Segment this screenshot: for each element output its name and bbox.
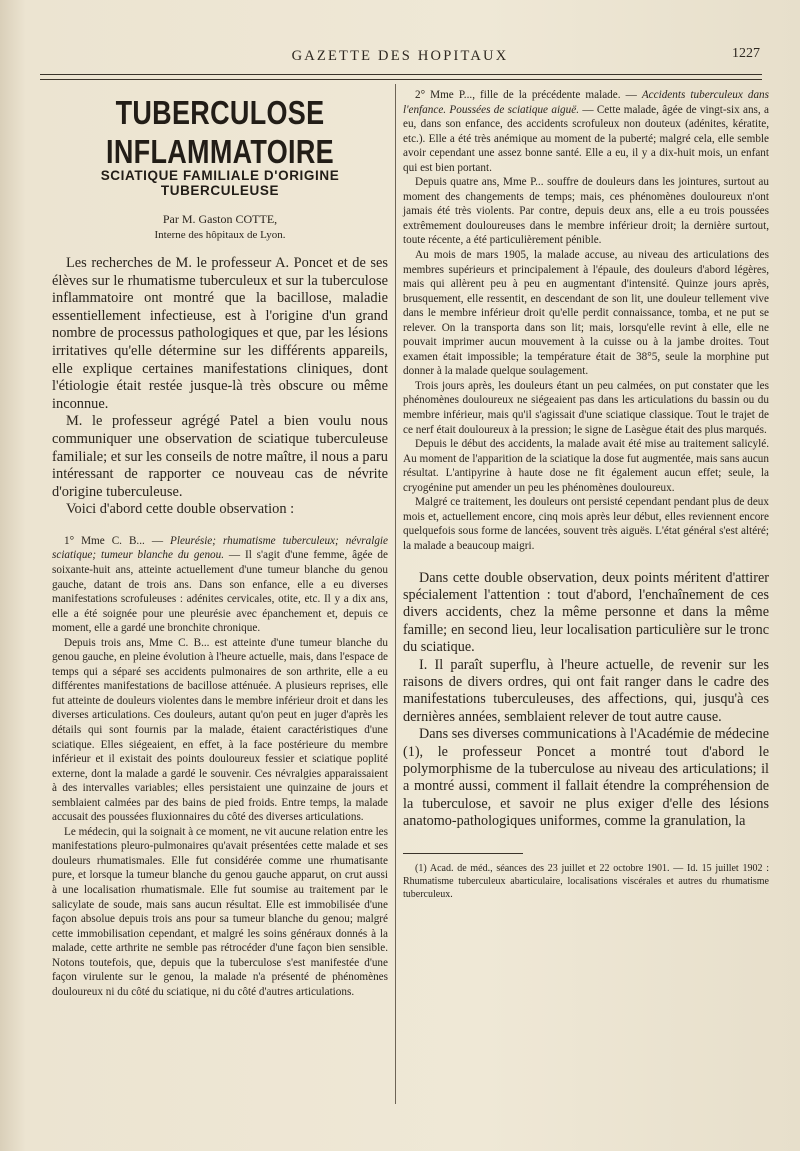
obs1-text: — Il s'agit d'une femme, âgée de soixante-huit ans, atteinte actuellement d'une tumeur blanche du genou gauche, datant de trois ans. Dans son enfance, elle a eu diverses manifestations scrofuleuses : adénites cervicales, otite, etc. Il y a dix ans, elle a été soignée pour une pleurésie avec épanchement et, depuis ce moment, elle a gardé une bronchite chronique. xyxy=(52,549,388,635)
footnote-text: (1) Acad. de méd., séances des 23 juillet et 22 octobre 1901. — Id. 15 juillet 1902 : Rhumatisme tuberculeux abarticulaire, localisations viscérales et autres du rhumatisme tuberculeux. xyxy=(403,862,769,900)
discussion-section xyxy=(403,570,769,831)
footnote-rule xyxy=(403,853,523,854)
observation-paragraph: Trois jours après, les douleurs étant un peu calmées, on put constater que les phénomènes douloureux ne siégeaient pas dans les articulations du bassin ou du membre inférieur, mais qu'il s'agissait d'une sciatique classique. Tout le trajet de ce nerf était douloureux à la pression; le signe de Lasègue était des plus marqués. xyxy=(403,379,769,436)
observation-2-heading xyxy=(403,88,769,175)
obs2-text: — Cette malade, âgée de vingt-six ans, a eu, dans son enfance, des accidents scrofuleux non douteux (adénites, kératite, etc.). Elle a été très anémique au moment de la puberté; malgré cela, elle semble avoir cependant une assez bonne santé. Elle a eu, il y a dix-huit mois, un enfant qui est bien portant. xyxy=(403,103,769,174)
left-column xyxy=(52,88,388,999)
obs1-prefix: 1° Mme C. B... — xyxy=(64,534,171,547)
obs2-prefix: 2° Mme P..., fille de la précédente malade. — xyxy=(415,89,642,101)
header-rule xyxy=(40,74,762,75)
observation-paragraph: Au mois de mars 1905, la malade accuse, au niveau des articulations des membres supérieurs et principalement à l'épaule, des douleurs d'abord légères, mais qui allèrent peu à peu en augmentant d'intensité. Quinze jours après, brusquement, elle ressentit, en descendant de son lit, une douleur tellement vive dans le membre inférieur droit qu'elle perdit connaissance, tomba, et ne put se relever. On la transporta dans son lit; mais, lorsqu'elle revint à elle, elle ne pouvait imprimer aucun mouvement à la cuisse ou à la jambe droites. Tout examen était impossible; la température était de 38°5, seule la morphine put donner à la malade quelque soulagement. xyxy=(403,249,769,378)
observation-2 xyxy=(403,88,769,554)
observation-1 xyxy=(52,534,388,1000)
discussion-paragraph: I. Il paraît superflu, à l'heure actuelle, de revenir sur les raisons de divers ordres, qui ont fait ranger dans le cadre des manifestations tuberculeuses, des affections, qui, jusqu'à ces dernières années, semblaient relever de tout autre cause. xyxy=(403,656,769,725)
observation-paragraph: Depuis le début des accidents, la malade avait été mise au traitement salicylé. Au moment de l'apparition de la sciatique la dose fut augmentée, mais sans aucun résultat. L'antipyrine à haute dose ne fit également aucun effet; seule, la cryogénine put amender un peu les phénomènes douloureux. xyxy=(403,438,769,494)
author-role: Interne des hôpitaux de Lyon. xyxy=(154,229,286,241)
intro-paragraph: M. le professeur agrégé Patel a bien voulu nous communiquer une observation de sciatique tuberculeuse familiale; et sur les conseils de notre maître, il nous a paru intéressant de rapporter ce nouveau cas de névrite d'origine tuberculeuse. xyxy=(52,413,388,500)
journal-title: GAZETTE DES HOPITAUX xyxy=(291,48,509,64)
intro-paragraph: Les recherches de M. le professeur A. Poncet et de ses élèves sur le rhumatisme tuberculeux et sur la tuberculose inflammatoire ont montré que la bacillose, maladie essentiellement infectieuse, est à l'origine d'un grand nombre de processus pathologiques et que, par les lésions irritatives qu'elle détermine sur les différents appareils, elle explique certaines manifestations cliniques, dont l'étiologie était restée jusque-là très obscure ou même inconnue. xyxy=(52,255,388,412)
obs1-diagnosis: Pleurésie; rhumatisme tuberculeux; névralgie sciatique; tumeur blanche du genou. xyxy=(52,534,388,562)
article-subtitle: SCIATIQUE FAMILIALE D'ORIGINE TUBERCULEUSE xyxy=(100,168,340,198)
intro-paragraph: Voici d'abord cette double observation : xyxy=(66,501,295,518)
discussion-paragraph: Dans cette double observation, deux points méritent d'attirer spécialement l'attention : tout d'abord, l'enchaînement de ces divers accidents, chez la même personne et dans la même famille; en second lieu, leur localisation particulière sur le tronc du sciatique. xyxy=(403,569,769,656)
column-divider xyxy=(395,84,396,1104)
right-column xyxy=(403,88,769,901)
observation-paragraph: Le médecin, qui la soignait à ce moment, ne vit aucune relation entre les manifestations pleuro-pulmonaires qu'avait présentées cette malade et ses douleurs rhumatismales. Elle fut considérée comme une rhumatisante pure, et lorsque la tumeur blanche du genou gauche apparut, on crut aussi à une localisation rhumatismale. Elle fut soumise au traitement par le salicylate de soude, mais sans aucun résultat. Elle est immobilisée d'une façon absolue depuis trois ans pour sa tumeur blanche du genou; malgré cette immobilisation cependant, et malgré les soins généraux donnés à la malade, cette arthrite ne semble pas rétrocéder d'une façon bien sensible. Notons toutefois, que, depuis que la tuberculose s'est manifestée d'une façon virulente sur le genou, la malade n'a présenté de phénomènes douloureux ni du côté du sciatique, ni du côté d'autres articulations. xyxy=(52,825,389,998)
obs2-diagnosis: Accidents tuberculeux dans l'enfance. Poussées de sciatique aiguë. xyxy=(403,89,769,116)
page-header xyxy=(40,44,760,74)
footnote xyxy=(403,862,769,901)
observation-paragraph: Malgré ce traitement, les douleurs ont persisté cependant pendant plus de deux mois et, actuellement encore, cinq mois après leur début, elles reviennent encore quelquefois sous forme de lancées, souvent très aiguës. L'état général s'est altéré; la malade a beaucoup maigri. xyxy=(403,496,769,552)
intro-section xyxy=(52,255,388,519)
observation-paragraph: Depuis trois ans, Mme C. B... est atteinte d'une tumeur blanche du genou gauche, en pleine évolution à l'heure actuelle, mais, dans l'espace de temps qui a séparé ses accidents pulmonaires de son arthrite, elle a eu différentes manifestations de bacillose atténuée. A plusieurs reprises, elle fut atteinte de douleurs violentes dans le membre inférieur droit et dans les diverses articulations. Ces douleurs, autant qu'on peut en juger d'après les détails qui sont fournis par la malade, étaient caractéristiques d'une sciatique. Elles siégeaient, en effet, à la face postérieure du membre inférieur et il existait des points douloureux fessier et sciatique poplité externe, dont la malade a gardé le souvenir. Ces névralgies apparaissaient à des intervalles variables; elles persistaient une quinzaine de jours et semblaient calmées par des bains de pied froids. Entre temps, la malade accusait des poussées fluxionnaires du côté des diverses articulations. xyxy=(52,636,388,824)
header-rule-lower xyxy=(40,79,762,80)
page-number: 1227 xyxy=(732,46,760,61)
article-title: TUBERCULOSE INFLAMMATOIRE xyxy=(106,94,334,171)
observation-paragraph: Depuis quatre ans, Mme P... souffre de douleurs dans les jointures, surtout au moment des changements de temps; mais, ces phénomènes douloureux n'ont jamais été très violents. Par contre, depuis deux ans, elle a eu trois poussées extrêmement douloureuses dans le membre inférieur droit; la dernière surtout, toute récente, a été particulièrement pénible. xyxy=(403,176,769,247)
discussion-paragraph: Dans ses diverses communications à l'Académie de médecine (1), le professeur Poncet a montré tout d'abord le polymorphisme de la tuberculose au niveau des articulations; il a montré aussi, comment il fallait étendre la compréhension de la tuberculose, et savoir ne plus exiger d'elle des lésions anatomo-pathologiques uniformes, comme la granulation, la xyxy=(403,726,769,830)
observation-1-heading xyxy=(52,534,388,636)
article-author: Par M. Gaston COTTE, xyxy=(162,212,278,226)
